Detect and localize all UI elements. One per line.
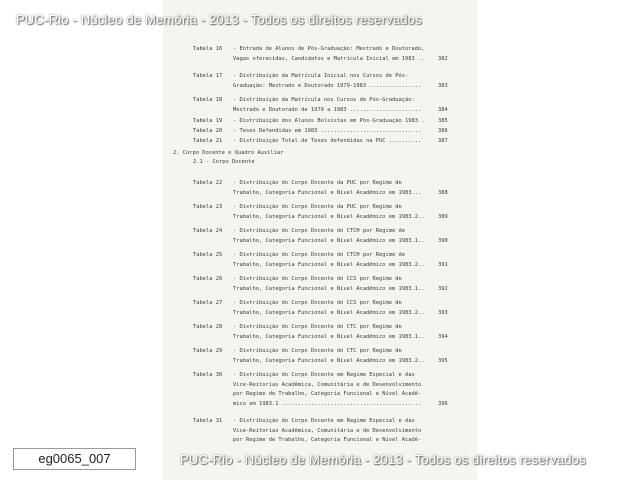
- entry-label: Tabela 17: [193, 73, 223, 79]
- entry-label: Tabela 16: [193, 46, 223, 52]
- entry-text-line: mico em 1983.1 ...........................................: [233, 400, 422, 407]
- entry-text-line: por Regime de Trabalho, Categoria Funcional e Nível Acadê-: [233, 437, 422, 443]
- entry-text-line: - Entrada de Alunos de Pós-Graduação: Mestrado e Doutorado,: [233, 46, 425, 52]
- entry-text-line: Vice-Reitorias Acadêmica, Comunitária e de Desenvolvimento: [233, 381, 422, 388]
- entry-label: Tabela 30: [193, 372, 223, 378]
- entry-text-line: Mestrado e Doutorado de 1979 a 1983 ......................: [233, 106, 422, 113]
- entry-page-number: 382: [438, 55, 448, 62]
- entry-text-line: - Distribuição Total de Teses defendidas na PUC ..........: [233, 138, 422, 144]
- entry-text-line: Trabalho, Categoria Funcional e Nível Acadêmico em 1983.1..: [233, 285, 425, 292]
- entry-label: Tabela 26: [193, 276, 223, 282]
- section-subheading: 2.1 - Corpo Docente: [193, 159, 255, 165]
- entry-page-number: 387: [438, 138, 448, 144]
- entry-page-number: 393: [438, 309, 448, 316]
- entry-page-number: 385: [438, 118, 448, 124]
- entry-text-line: - Distribuição dos Alunos Bolsistas em Pós-Graduação 1983 .: [233, 118, 425, 124]
- entry-page-number: 388: [438, 189, 448, 196]
- entry-page-number: 396: [438, 400, 448, 407]
- entry-text-line: Trabalho, Categoria Funcional e Nível Acadêmico em 1983.1..: [233, 333, 425, 340]
- entry-text-line: por Regime de Trabalho, Categoria Funcional e Nível Acadê-: [233, 391, 422, 397]
- entry-label: Tabela 27: [193, 300, 223, 306]
- entry-text-line: Vice-Reitorias Acadêmica, Comunitária e de Desenvolvimento: [233, 427, 422, 434]
- entry-label: Tabela 18: [193, 97, 223, 103]
- entry-label: Tabela 29: [193, 348, 223, 354]
- entry-text-line: - Distribuição do Corpo Docente do CCS por Regime de: [233, 276, 402, 282]
- entry-text-line: Trabalho, Categoria Funcional e Nível Acadêmico em 1983.1..: [233, 237, 425, 244]
- entry-text-line: Trabalho, Categoria Funcional e Nível Acadêmico em 1983.2..: [233, 261, 425, 268]
- entry-text-line: Trabalho, Categoria Funcional e Nível Acadêmico em 1983.2..: [233, 357, 425, 364]
- entry-page-number: 390: [438, 237, 448, 244]
- entry-label: Tabela 19: [193, 118, 223, 124]
- entry-text-line: Trabalho, Categoria Funcional e Nível Acadêmico em 1983...: [233, 189, 422, 196]
- entry-text-line: - Distribuição do Corpo Docente do CTC por Regime de: [233, 324, 402, 330]
- entry-page-number: 395: [438, 357, 448, 364]
- entry-page-number: 383: [438, 82, 448, 89]
- document-page: [163, 0, 477, 480]
- entry-text-line: - Distribuição da Matrícula nos Cursos de Pós-Graduação:: [233, 97, 415, 103]
- entry-label: Tabela 20: [193, 128, 223, 134]
- watermark-bottom: PUC-Rio - Núcleo de Memória - 2013 - Todos os direitos reservados: [180, 452, 586, 467]
- entry-text-line: Graduação: Mestrado e Doutorado 1979-1983 ................: [233, 82, 422, 89]
- entry-label: Tabela 21: [193, 138, 223, 144]
- entry-text-line: - Distribuição do Corpo Docente do CTC por Regime de: [233, 348, 402, 354]
- entry-page-number: 389: [438, 213, 448, 220]
- entry-label: Tabela 31: [193, 418, 223, 424]
- section-heading: 2. Corpo Docente e Quadro Auxiliar: [173, 150, 284, 156]
- entry-text-line: - Distribuição da Matrícula Inicial nos Cursos de Pós-: [233, 73, 409, 79]
- entry-text-line: - Teses Defendidas em 1983 ...............................: [233, 128, 422, 134]
- entry-text-line: Trabalho, Categoria Funcional e Nível Acadêmico em 1983.2..: [233, 309, 425, 316]
- entry-text-line: - Distribuição do Corpo Docente em Regime Especial e das: [233, 372, 415, 378]
- entry-text-line: Trabalho, Categoria Funcional e Nível Acadêmico em 1983.2..: [233, 213, 425, 220]
- entry-page-number: 384: [438, 106, 448, 113]
- image-id-label: eg0065_007: [13, 448, 136, 470]
- entry-text-line: - Distribuição do Corpo Docente da PUC por Regime de: [233, 204, 402, 210]
- entry-page-number: 394: [438, 333, 448, 340]
- entry-page-number: 391: [438, 261, 448, 268]
- entry-label: Tabela 23: [193, 204, 223, 210]
- entry-text-line: - Distribuição do Corpo Docente da PUC por Regime de: [233, 180, 402, 186]
- entry-page-number: 392: [438, 285, 448, 292]
- entry-label: Tabela 22: [193, 180, 223, 186]
- entry-text-line: Vagas oferecidas, Candidatos e Matrícula Inicial em 1983 ..: [233, 55, 425, 62]
- entry-text-line: - Distribuição do Corpo Docente em Regime Especial e das: [233, 418, 415, 424]
- watermark-top: PUC-Rio - Núcleo de Memória - 2013 - Todos os direitos reservados: [16, 12, 422, 27]
- entry-text-line: - Distribuição do Corpo Docente do CTCH por Regime de: [233, 228, 406, 234]
- entry-text-line: - Distribuição do Corpo Docente do CCS por Regime de: [233, 300, 402, 306]
- entry-label: Tabela 25: [193, 252, 223, 258]
- entry-page-number: 386: [438, 128, 448, 134]
- entry-text-line: - Distribuição do Corpo Docente do CTCH por Regime de: [233, 252, 406, 258]
- entry-label: Tabela 28: [193, 324, 223, 330]
- entry-label: Tabela 24: [193, 228, 223, 234]
